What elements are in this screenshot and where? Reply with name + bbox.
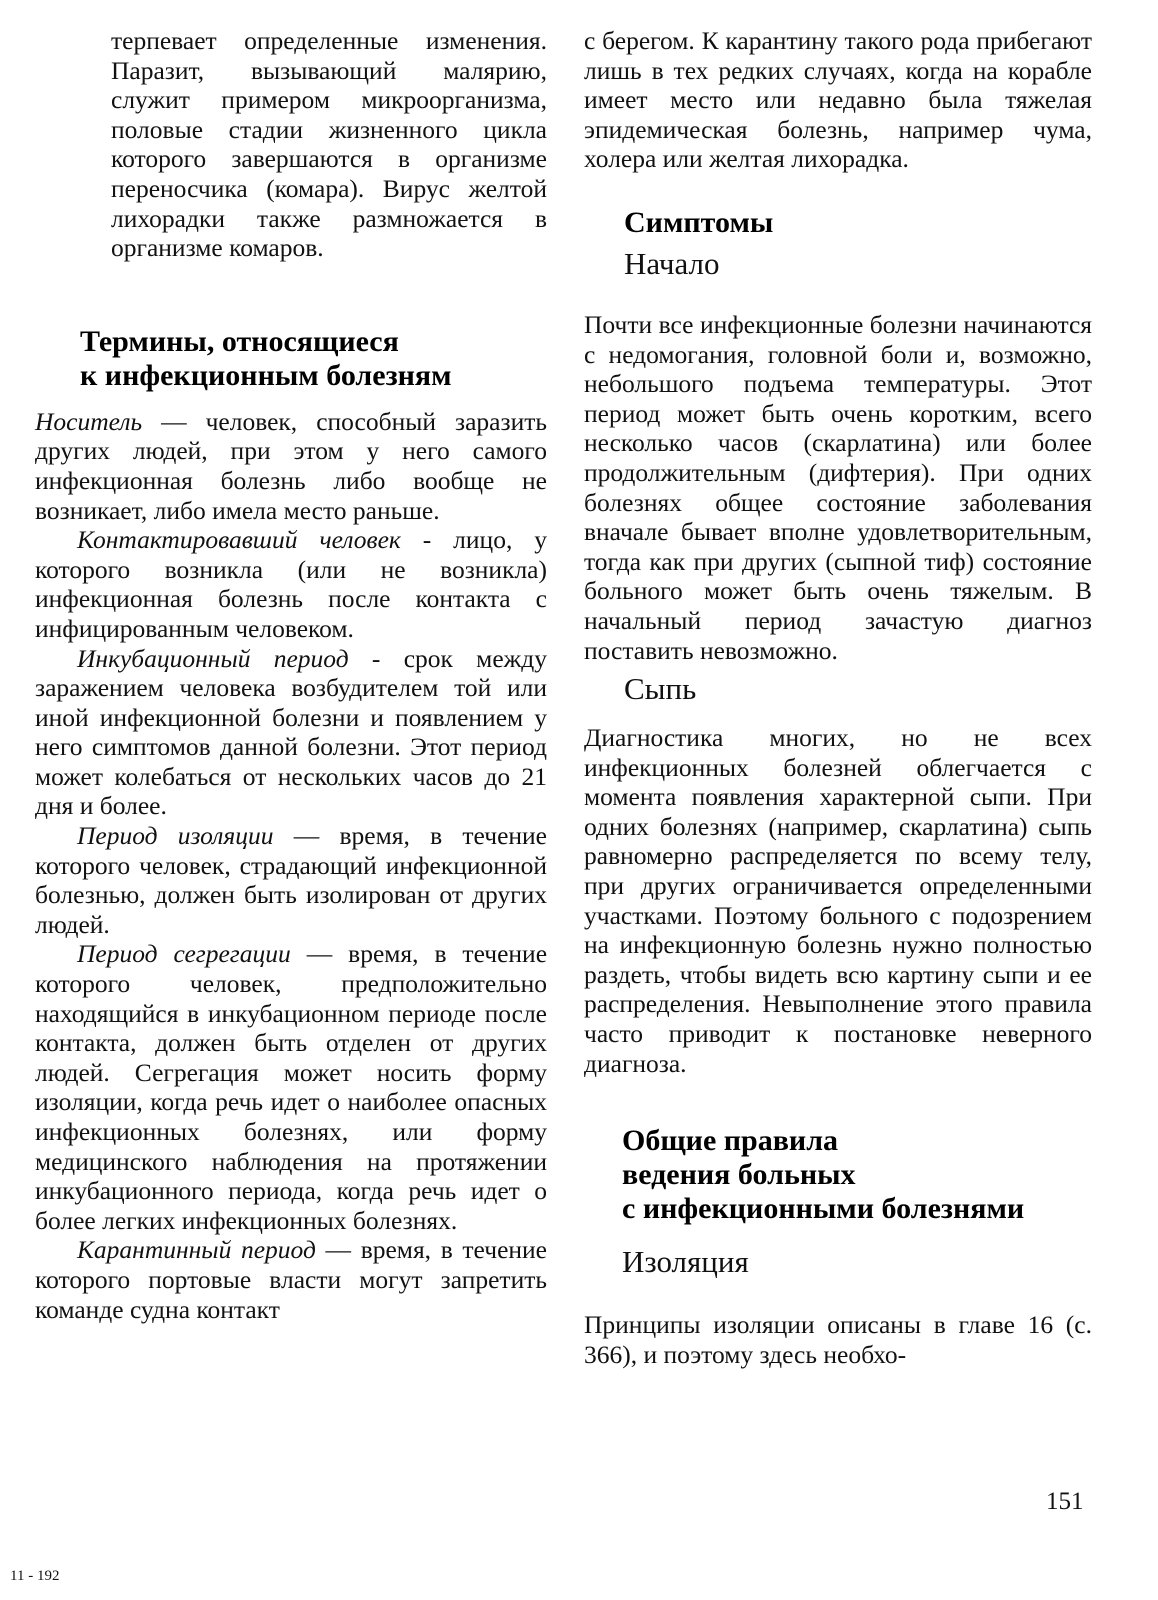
terms-list	[35, 407, 547, 1324]
term-definition	[35, 525, 547, 643]
term-name: Контактировавший человек	[77, 525, 401, 555]
rash-subheading: Сыпь	[624, 671, 697, 707]
continuation-paragraph: с берегом. К карантину такого рода прибегают лишь в тех редких случаях, когда на корабле имеет место или недавно была тяжелая эпидемическая болезнь, например чума, холера или желтая лихорадка.	[584, 26, 1092, 174]
term-definition	[35, 821, 547, 939]
term-text: человек, способный заразить других людей, при этом у него самого инфекционная болезнь либо вообще не возникает, либо имела место раньше.	[35, 406, 547, 525]
term-separator: -	[348, 643, 404, 673]
onset-paragraph: Почти все инфекционные болезни начинаются с недомогания, головной боли и, возможно, небольшого подъема температуры. Этот период может быть очень коротким, всего несколько часов (скарлатина) или более продолжительным (дифтерия). При одних болезнях общее состояние заболевания вначале бывает вполне удовлетворительным, тогда как при других (сыпной тиф) состояние больного может быть очень тяжелым. В начальный период зачастую диагноз поставить невозможно.	[584, 309, 1092, 665]
terms-heading	[35, 325, 547, 393]
rules-heading-line1: Общие правила	[622, 1124, 839, 1158]
rules-heading-line3: с инфекционными болезнями	[622, 1192, 1025, 1226]
term-definition	[35, 1235, 547, 1324]
term-separator: —	[142, 406, 206, 436]
symptoms-heading: Симптомы	[624, 205, 774, 239]
isolation-paragraph: Принципы изоляции описаны в главе 16 (с. 366), и поэтому здесь необхо-	[584, 1310, 1092, 1369]
term-name: Карантинный период	[77, 1235, 316, 1265]
term-separator: -	[400, 525, 454, 555]
terms-heading-line1: Термины, относящиеся	[80, 324, 399, 358]
terms-heading-line2: к инфекционным болезням	[80, 358, 452, 392]
term-separator: —	[290, 939, 349, 969]
page-number: 151	[1046, 1488, 1084, 1515]
term-text: время, в течение которого человек, страдающий инфекционной болезнью, должен быть изолирован от других людей.	[35, 821, 547, 939]
rules-heading-line2: ведения больных	[622, 1158, 856, 1192]
term-text: срок между заражением человека возбудителем той или иной инфекционной болезни и появлением у него симптомов данной болезни. Этот период может колебаться от нескольких часов до 21 дня и более.	[35, 643, 547, 821]
intro-paragraph: терпевает определенные изменения. Паразит, вызывающий малярию, служит примером микроорганизма, половые стадии жизненного цикла которого завершаются в организме переносчика (комара). Вирус желтой лихорадки также размножается в организме комаров.	[111, 26, 547, 263]
right-column	[584, 26, 1092, 1369]
left-column	[35, 26, 547, 1324]
term-definition	[35, 407, 547, 525]
term-name: Инкубационный период	[77, 643, 349, 673]
term-text: время, в течение которого человек, предположительно находящийся в инкубационном периоде после контакта, должен быть отделен от других людей. Сегрегация может носить форму изоляции, когда речь идет о наиболее опасных инфекционных болезнях, или форму медицинского наблюдения на протяжении инкубационного периода, когда речь идет о более легких инфекционных болезнях.	[35, 939, 548, 1235]
term-text: время, в течение которого портовые власти могут запретить команде судна контакт	[35, 1235, 547, 1324]
term-separator: —	[273, 821, 340, 851]
rules-heading	[584, 1124, 1092, 1226]
onset-subheading: Начало	[624, 245, 720, 281]
isolation-subheading: Изоляция	[622, 1244, 749, 1280]
term-text: лицо, у которого возникла (или не возникла) инфекционная болезнь после контакта с инфицированным человеком.	[35, 525, 547, 643]
term-definition	[35, 939, 547, 1235]
term-name: Период изоляции	[77, 821, 274, 851]
term-name: Период сегрегации	[77, 939, 291, 969]
term-separator: —	[315, 1235, 361, 1265]
term-name: Носитель	[35, 406, 143, 436]
term-definition	[35, 644, 547, 822]
sheet-mark: 11 - 192	[10, 1568, 60, 1584]
rash-paragraph: Диагностика многих, но не всех инфекционных болезней облегчается с момента появления характерной сыпи. При одних болезнях (например, скарлатина) сыпь равномерно распределяется по всему телу, при других ограничивается определенными участками. Поэтому больного с подозрением на инфекционную болезнь нужно полностью раздеть, чтобы видеть всю картину сыпи и ее распределения. Невыполнение этого правила часто приводит к постановке неверного диагноза.	[584, 723, 1092, 1078]
